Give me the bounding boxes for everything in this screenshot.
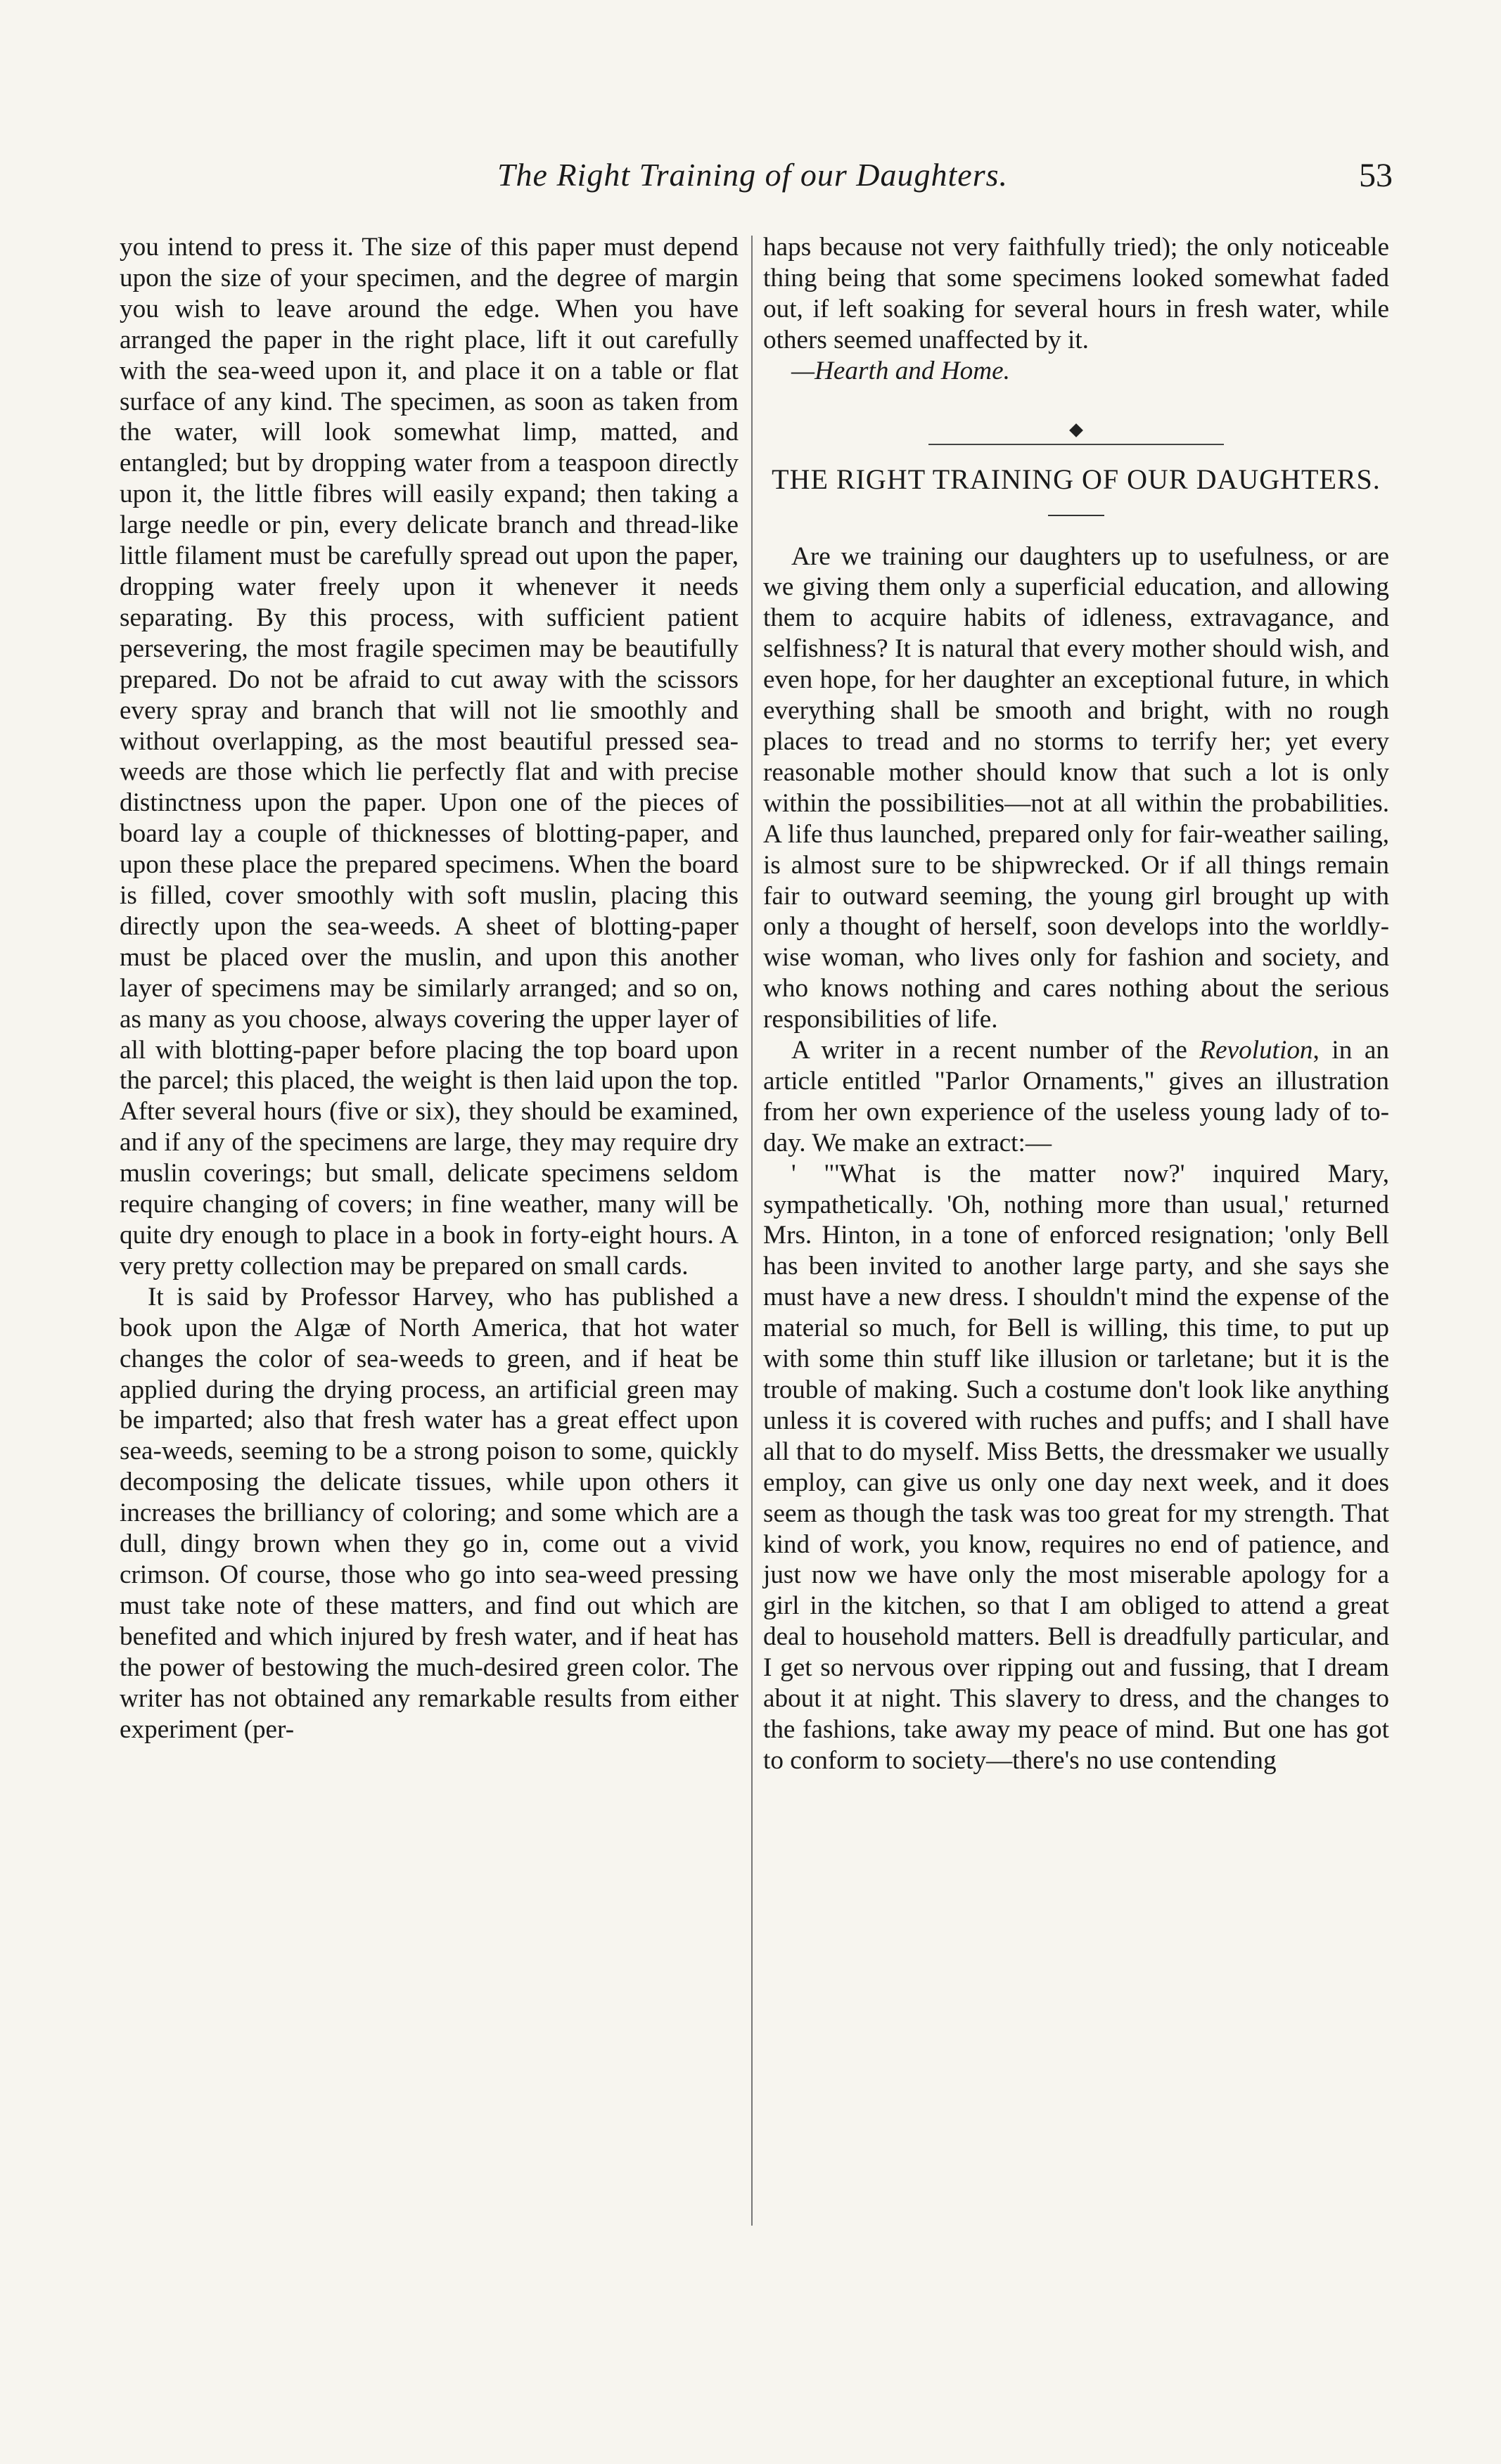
right-paragraph-continued: haps because not very faithfully tried); the only noticeable thing being that some specimens looked somewhat faded out, if left soaking for several hours in fresh water, while others seemed unaffected by it. [763,233,1389,354]
right-paragraph-2 [763,1035,1389,1159]
right-paragraph-3: ' "'What is the matter now?' inquired Mary, sympathetically. 'Oh, nothing more than usual,' returned Mrs. Hinton, in a tone of enforced resignation; 'only Bell has been invited to another large party, and she says she must have a new dress. I shouldn't mind the expense of the material so much, for Bell is willing, this time, to put up with some thin stuff like illusion or tarletane; but it is the trouble of making. Such a costume don't look like anything unless it is covered with ruches and puffs; and I shall have all that to do myself. Miss Betts, the dressmaker we usually employ, can give us only one day next week, and it does seem as though the task was too great for my strength. That kind of work, you know, requires no end of patience, and just now we have only the most miserable apology for a girl in the kitchen, so that I am obliged to attend a great deal to household matters. Bell is dreadfully particular, and I get so nervous over ripping out and fussing, that I dream about it at night. This slavery to dress, and the changes to the fashions, take away my peace of mind. But one has got to conform to society—there's no use contending [763,1159,1389,1775]
left-paragraph-2: It is said by Professor Harvey, who has published a book upon the Algæ of North America, that hot water changes the color of sea-weeds to green, and if heat be applied during the drying process, an artificial green may be imparted; also that fresh water has a great effect upon sea-weeds, seeming to be a strong poison to some, quickly decomposing the delicate tissues, while upon others it increases the brilliancy of coloring; and some which are a dull, dingy brown when they go in, come out a vivid crimson. Of course, those who go into sea-weed pressing must take note of these matters, and find out which are benefited and which injured by fresh water, and if heat has the power of bestowing the much-desired green color. The writer has not obtained any remarkable results from either experiment (per- [120,1282,739,1744]
ornament-divider [763,428,1389,436]
running-title: The Right Training of our Daughters. [497,157,1009,193]
left-paragraph-1: you intend to press it. The size of this paper must depend upon the size of your specimen, and the degree of margin you wish to leave around the edge. When you have arranged the paper in the right place, lift it out carefully with the sea-weed upon it, and place it on a table or flat surface of any kind. The specimen, as soon as taken from the water, will look somewhat limp, matted, and entangled; but by dropping water from a teaspoon directly upon it, the little fibres will easily expand; then taking a large needle or pin, every delicate branch and thread-like little filament must be carefully spread out upon the paper, dropping water freely upon it whenever it needs separating. By this process, with sufficient patient persevering, the most fragile specimen may be beautifully prepared. Do not be afraid to cut away with the scissors every spray and branch that will not lie smoothly and without overlapping, as the most beautiful pressed sea-weeds are those which lie perfectly flat and with precise distinctness upon the paper. Upon one of the pieces of board lay a couple of thicknesses of blotting-paper, and upon these place the prepared specimens. When the board is filled, cover smoothly with soft muslin, placing this directly upon the sea-weeds. A sheet of blotting-paper must be placed over the muslin, and upon this another layer of specimens may be similarly arranged; and so on, as many as you choose, always covering the upper layer of all with blotting-paper before placing the top board upon the parcel; this placed, the weight is then laid upon the top. After several hours (five or six), they should be examined, and if any of the specimens are large, they may require dry muslin coverings; but small, delicate specimens seldom require changing of covers; in fine weather, many will be quite dry enough to place in a book in forty-eight hours. A very pretty collection may be prepared on small cards. [120,233,739,1281]
title-rule [1048,515,1104,516]
left-column [120,232,739,1745]
column-divider [751,236,753,2226]
p2-text-after: , in an article entitled "Parlor Ornaments," gives an illustration from her own experience of the useless young lady of to-day. We make an extract:— [763,1036,1389,1157]
ornament-diamond-icon [1069,423,1083,437]
page-number: 53 [1359,157,1393,194]
page-header [113,156,1393,205]
p2-italic-title: Revolution [1199,1036,1313,1065]
ornament-line [928,444,1224,445]
section-title: THE RIGHT TRAINING OF OUR DAUGHTERS. [772,463,1381,495]
right-paragraph-1: Are we training our daughters up to usefulness, or are we giving them only a superficial education, and allowing them to acquire habits of idleness, extravagance, and selfishness? It is natural that every mother should wish, and even hope, for her daughter an exceptional future, in which everything shall be smooth and bright, with no rough places to tread and no storms to terrify her; yet every reasonable mother should know that such a lot is only within the possibilities—not at all within the probabilities. A life thus launched, prepared only for fair-weather sailing, is almost sure to be shipwrecked. Or if all things remain fair to outward seeming, the young girl brought up with only a thought of herself, soon develops into the worldly-wise woman, who lives only for fashion and society, and who knows nothing and cares nothing about the serious responsibilities of life. [763,541,1389,1034]
right-column [763,232,1389,1776]
source-attribution: —Hearth and Home. [791,356,1010,385]
p2-text-before: A writer in a recent number of the [791,1036,1200,1065]
